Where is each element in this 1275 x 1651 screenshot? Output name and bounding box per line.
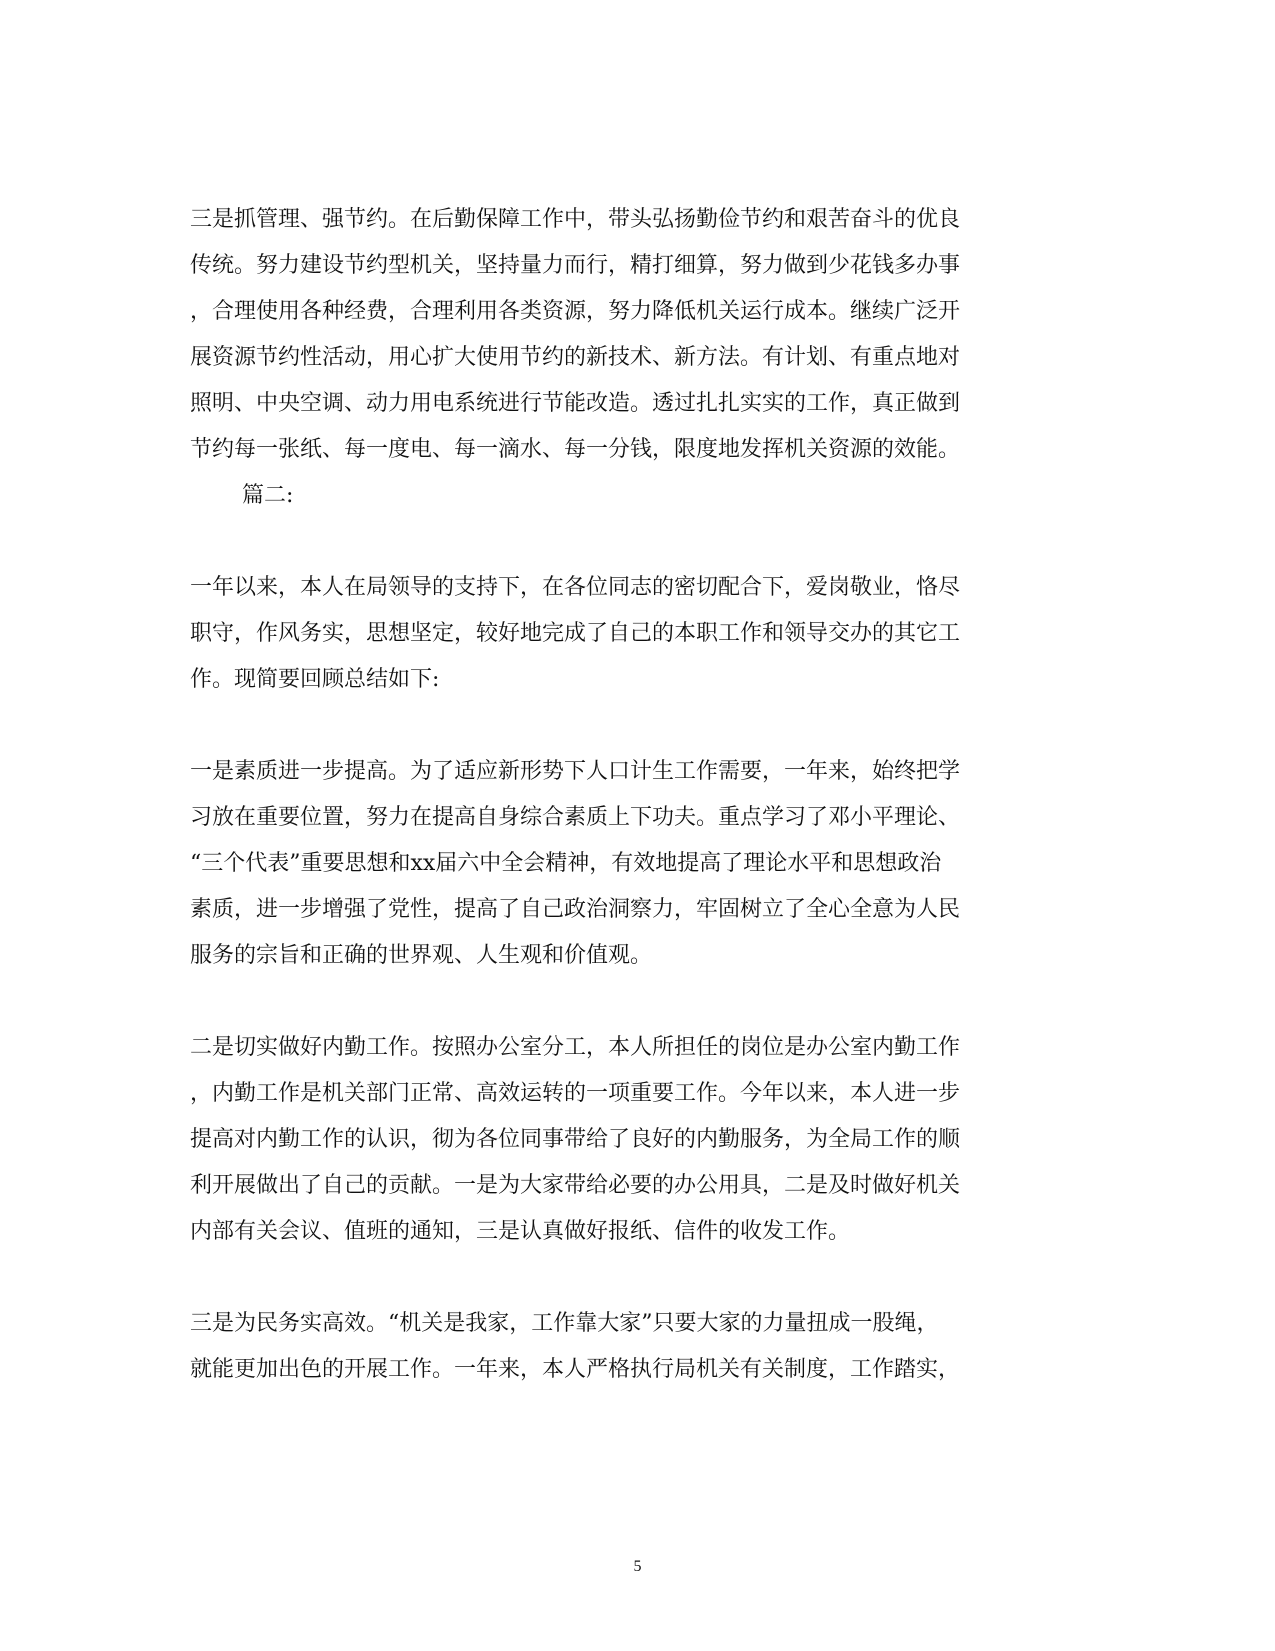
paragraph-line: 习放在重要位置，努力在提高自身综合素质上下功夫。重点学习了邓小平理论、 [190,805,961,830]
paragraph-line: 三是为民务实高效。“机关是我家，工作靠大家”只要大家的力量扭成一股绳， [190,1311,939,1336]
section-heading: 篇二: [242,483,294,508]
paragraph-line: “三个代表”重要思想和xx届六中全会精神，有效地提高了理论水平和思想政治 [190,851,942,876]
paragraph-line: 利开展做出了自己的贡献。一是为大家带给必要的办公用具，二是及时做好机关 [190,1173,961,1198]
paragraph-line: 展资源节约性活动，用心扩大使用节约的新技术、新方法。有计划、有重点地对 [190,345,961,370]
paragraph-line: 提高对内勤工作的认识，彻为各位同事带给了良好的内勤服务，为全局工作的顺 [190,1127,961,1152]
paragraph-line: 作。现简要回顾总结如下: [190,667,440,692]
paragraph-line: 一是素质进一步提高。为了适应新形势下人口计生工作需要，一年来，始终把学 [190,759,961,784]
paragraph-line: ，合理使用各种经费，合理利用各类资源，努力降低机关运行成本。继续广泛开 [190,299,961,324]
paragraph-line: 照明、中央空调、动力用电系统进行节能改造。透过扎扎实实的工作，真正做到 [190,391,961,416]
paragraph-line: 就能更加出色的开展工作。一年来，本人严格执行局机关有关制度，工作踏实， [190,1357,961,1382]
paragraph-line: ，内勤工作是机关部门正常、高效运转的一项重要工作。今年以来，本人进一步 [190,1081,961,1106]
paragraph-line: 素质，进一步增强了党性，提高了自己政治洞察力，牢固树立了全心全意为人民 [190,897,961,922]
paragraph-line: 三是抓管理、强节约。在后勤保障工作中，带头弘扬勤俭节约和艰苦奋斗的优良 [190,207,961,232]
paragraph-line: 服务的宗旨和正确的世界观、人生观和价值观。 [190,943,653,968]
paragraph-line: 内部有关会议、值班的通知，三是认真做好报纸、信件的收发工作。 [190,1219,851,1244]
paragraph-line: 传统。努力建设节约型机关，坚持量力而行，精打细算，努力做到少花钱多办事 [190,253,961,278]
paragraph-line: 职守，作风务实，思想坚定，较好地完成了自己的本职工作和领导交办的其它工 [190,621,961,646]
paragraph-line: 一年以来，本人在局领导的支持下，在各位同志的密切配合下，爱岗敬业，恪尽 [190,575,961,600]
paragraph-line: 节约每一张纸、每一度电、每一滴水、每一分钱，限度地发挥机关资源的效能。 [190,437,961,462]
paragraph-line: 二是切实做好内勤工作。按照办公室分工，本人所担任的岗位是办公室内勤工作 [190,1035,961,1060]
page-number: 5 [633,1558,642,1575]
